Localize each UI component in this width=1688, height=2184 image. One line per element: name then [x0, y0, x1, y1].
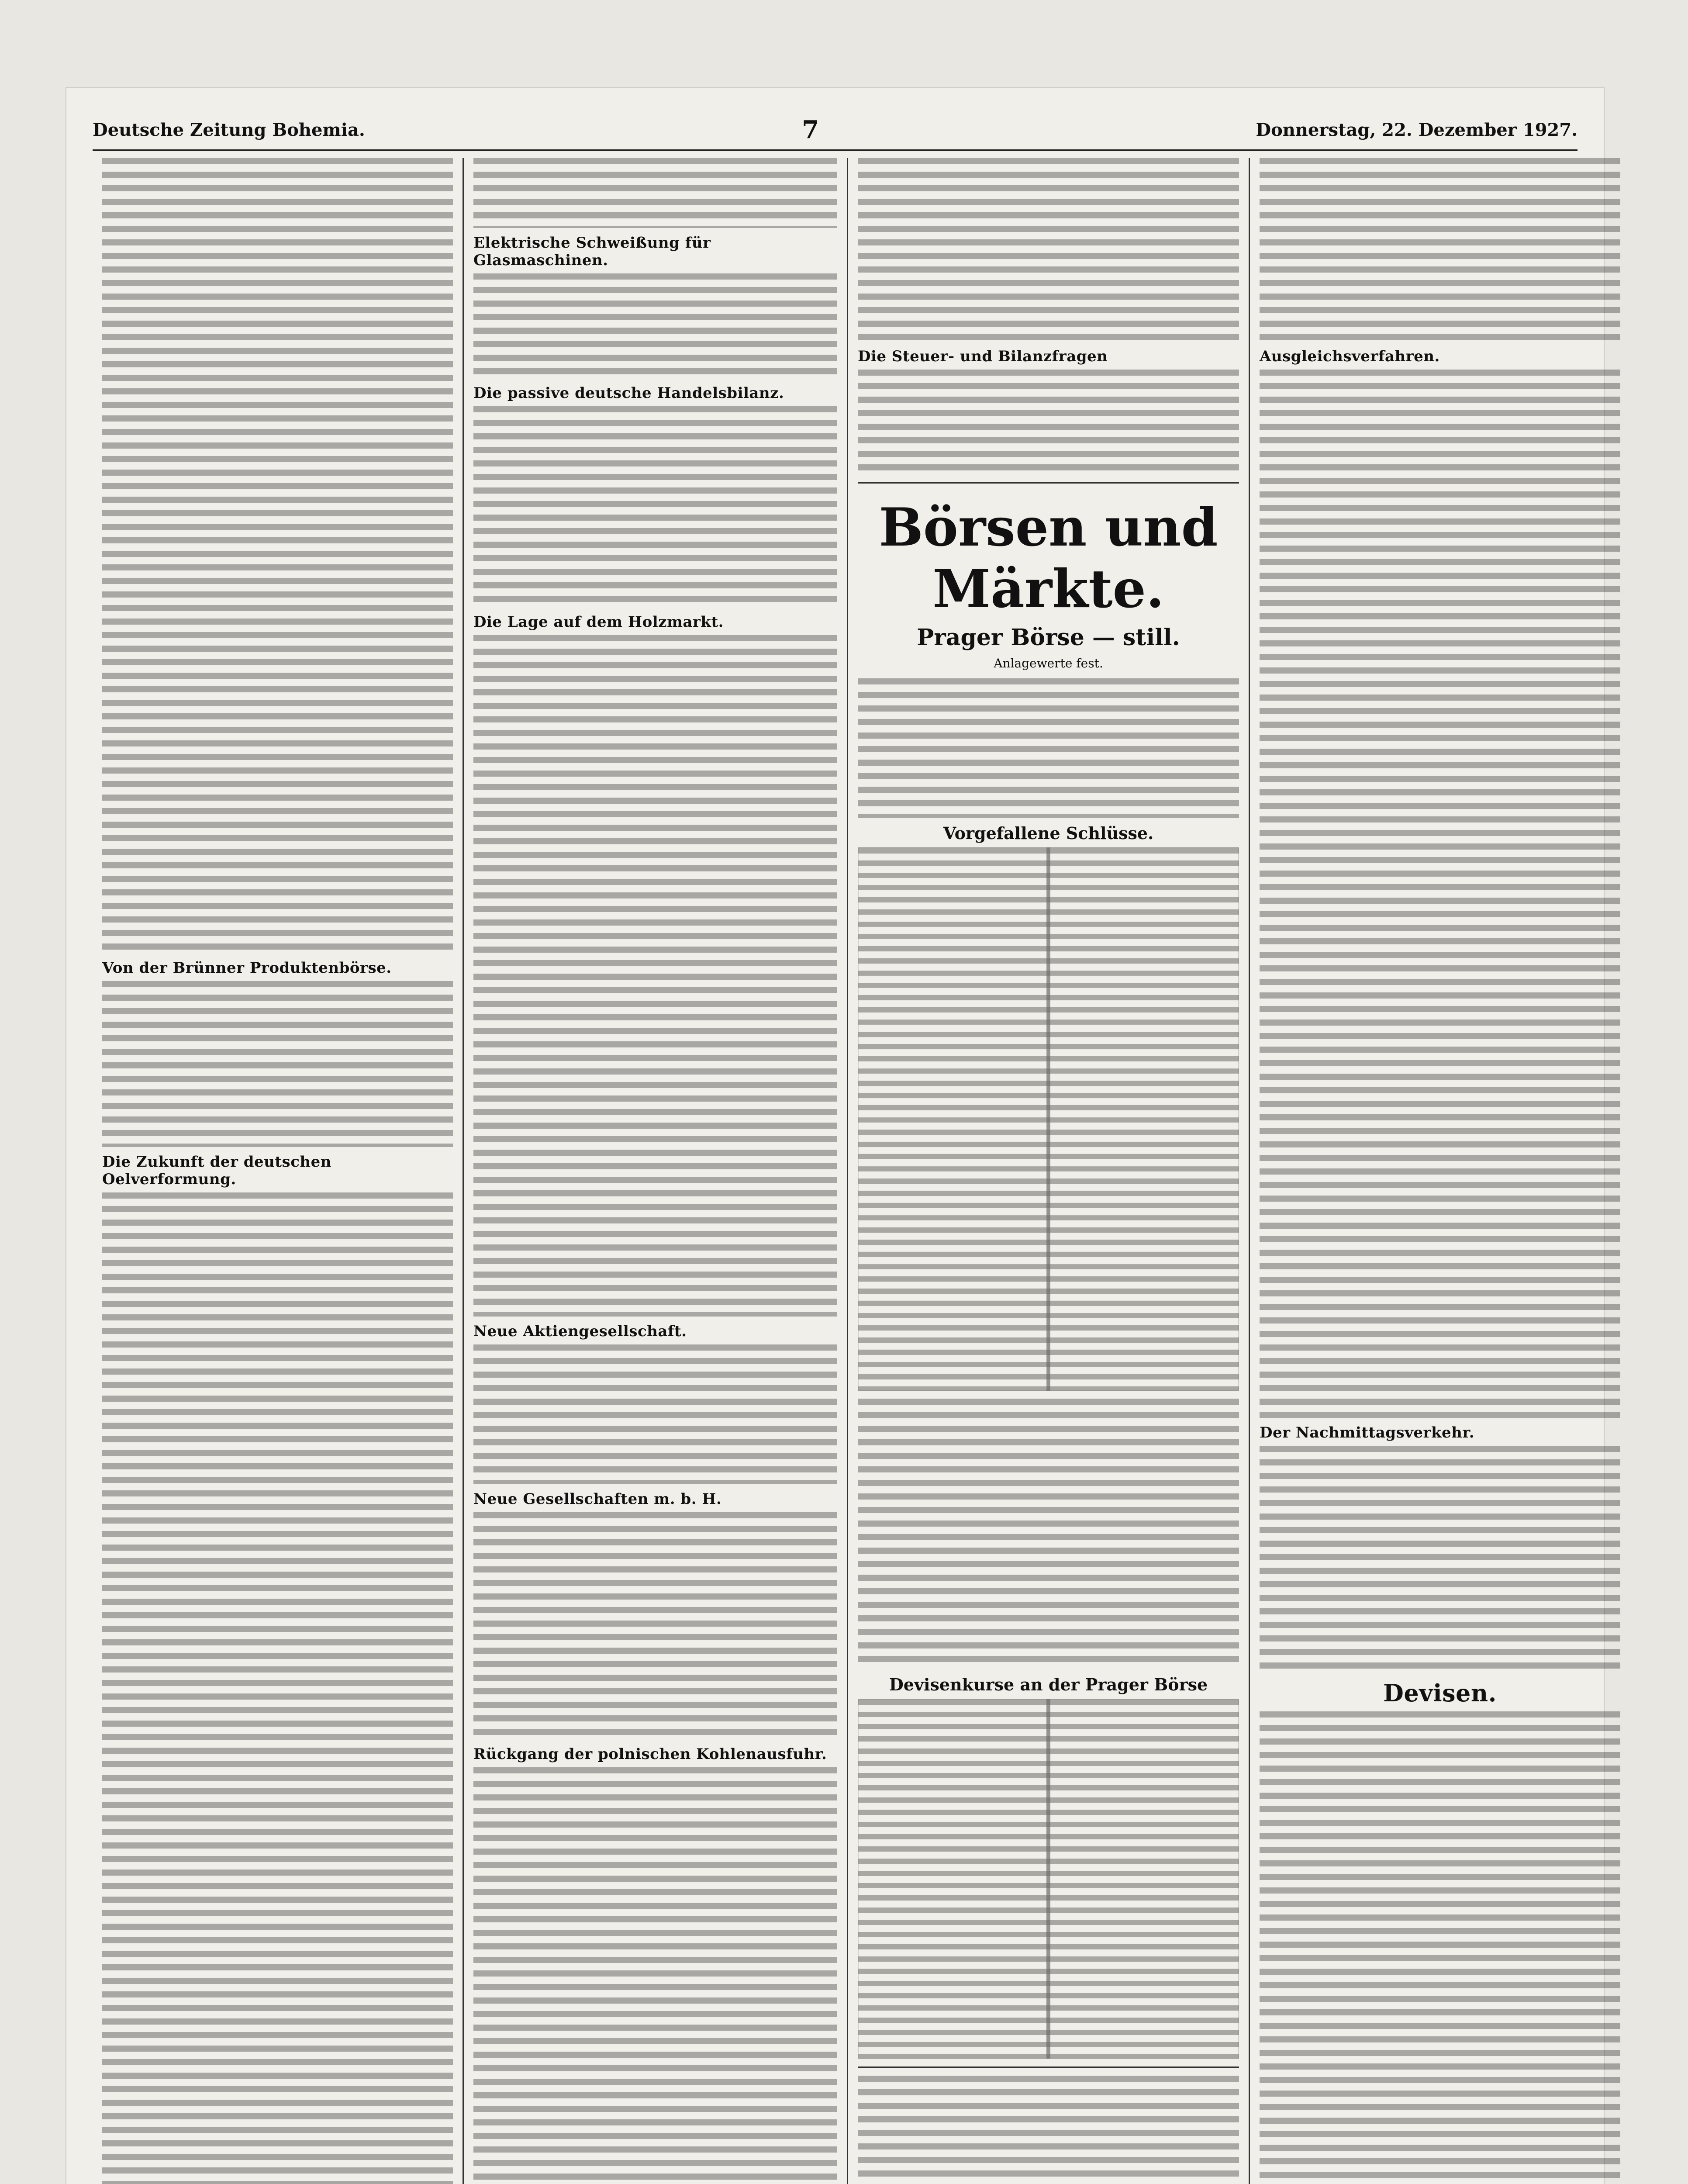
column-1: [93, 158, 464, 2184]
column-text: [473, 635, 837, 1317]
section-heading: Die Zukunft der deutschen Oelverformung.: [102, 1153, 331, 1188]
column-2: [464, 158, 848, 2184]
section-heading: Neue Gesellschaften m. b. H.: [473, 1490, 722, 1508]
section-heading: Elektrische Schweißung für Glasmaschinen.: [473, 234, 711, 269]
newspaper-page: [66, 87, 1605, 2184]
column-text: [858, 370, 1239, 474]
table-title: Vorgefallene Schlüsse.: [943, 823, 1154, 843]
section-heading: Devisen.: [1383, 1679, 1497, 1707]
column-text: [858, 678, 1239, 818]
section-heading: Rückgang der polnischen Kohlenausfuhr.: [473, 1745, 827, 1763]
page-number: 7: [802, 115, 819, 144]
market-subnote: Anlagewerte fest.: [994, 656, 1103, 670]
column-4: [1250, 158, 1630, 2184]
section-banner: Börsen und Märkte.: [879, 497, 1218, 620]
column-3: [848, 158, 1250, 2184]
column-text: [473, 1767, 837, 2184]
column-text: [1260, 1711, 1620, 2184]
column-text: [102, 158, 453, 953]
column-text: [1260, 1446, 1620, 1673]
section-heading: Die passive deutsche Handelsbilanz.: [473, 384, 784, 402]
column-text: [1260, 370, 1620, 1418]
column-text: [858, 1399, 1239, 1669]
table-title: Devisenkurse an der Prager Börse: [889, 1675, 1208, 1694]
section-heading: Die Steuer- und Bilanzfragen: [858, 348, 1108, 365]
separator-rule: [858, 482, 1239, 484]
column-text: [473, 158, 837, 228]
page-header: [93, 110, 1578, 151]
column-text: [473, 273, 837, 378]
separator-rule: [858, 2067, 1239, 2068]
column-text: [102, 1192, 453, 2184]
section-heading: Neue Aktiengesellschaft.: [473, 1323, 687, 1340]
column-text: [473, 406, 837, 607]
market-heading: Prager Börse — still.: [917, 624, 1180, 651]
column-text: [473, 1344, 837, 1484]
section-heading: Die Lage auf dem Holzmarkt.: [473, 613, 724, 631]
column-text: [102, 981, 453, 1147]
columns-container: [93, 158, 1578, 2184]
section-heading: Von der Brünner Produktenbörse.: [102, 959, 392, 977]
fx-table: [858, 1699, 1239, 2059]
column-text: [858, 158, 1239, 342]
column-text: [858, 2076, 1239, 2181]
stock-table: [858, 847, 1239, 1391]
section-heading: Ausgleichsverfahren.: [1260, 348, 1440, 365]
column-text: [1260, 158, 1620, 342]
dateline: Donnerstag, 22. Dezember 1927.: [1256, 119, 1578, 140]
column-text: [473, 1512, 837, 1739]
section-heading: Der Nachmittagsverkehr.: [1260, 1424, 1474, 1441]
masthead-left: Deutsche Zeitung Bohemia.: [93, 119, 365, 140]
